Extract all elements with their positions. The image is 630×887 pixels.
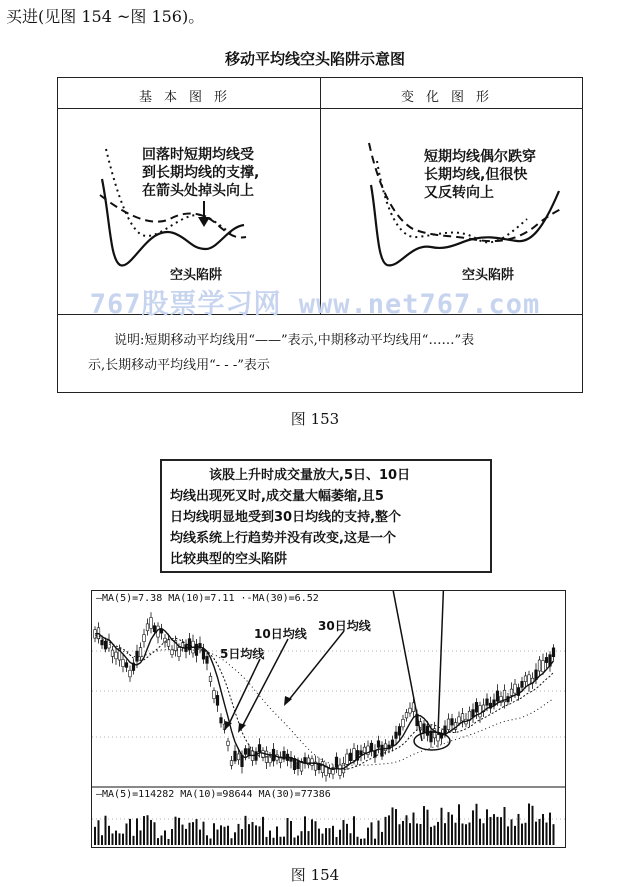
candle-body: [178, 647, 181, 656]
figure-153-caption: 图 153: [290, 410, 340, 428]
candle-body: [461, 714, 464, 721]
volume-bar: [262, 817, 264, 845]
figure-153-legend: [88, 328, 578, 378]
volume-bar: [290, 821, 292, 845]
figure-154-caption: 图 154: [290, 866, 340, 884]
volume-bar: [224, 827, 226, 845]
candle-body: [321, 762, 324, 773]
candle-body: [339, 765, 342, 775]
candle-body: [150, 618, 153, 629]
volume-bar: [227, 826, 229, 845]
candlesticks: [94, 612, 555, 781]
callout-line: 该股上升时成交量放大,5日、10日: [209, 468, 411, 483]
volume-bar: [402, 821, 404, 845]
volume-bar: [388, 815, 390, 845]
candle-body: [237, 754, 240, 760]
candle-body: [297, 762, 300, 769]
volume-bar: [528, 803, 530, 845]
candle-body: [423, 724, 426, 733]
candle-body: [479, 705, 482, 716]
volume-bar: [409, 823, 411, 845]
annotation-line: 回落时短期均线受: [142, 147, 254, 163]
volume-bar: [234, 832, 236, 845]
candle-body: [328, 769, 331, 774]
volume-bar: [353, 816, 355, 845]
volume-bar: [161, 836, 163, 845]
ma5-line: [95, 628, 554, 769]
candle-body: [409, 708, 412, 713]
candle-body: [335, 757, 338, 767]
candle-body: [402, 719, 405, 727]
callout-line: 比较典型的空头陷阱: [170, 552, 288, 567]
volume-bar: [178, 818, 180, 845]
volume-bar: [346, 824, 348, 845]
variant-pattern-annotation: [424, 148, 536, 202]
volume-bar: [343, 820, 345, 845]
candle-body: [426, 726, 429, 735]
volume-bar: [308, 831, 310, 845]
candle-body: [171, 650, 174, 655]
volume-bar: [126, 823, 128, 845]
candle-body: [398, 726, 401, 735]
candle-body: [524, 676, 527, 682]
volume-bar: [360, 839, 362, 845]
volume-bar: [553, 824, 555, 845]
volume-bar: [231, 838, 233, 845]
volume-bar: [105, 816, 107, 845]
volume-bar: [133, 836, 135, 845]
volume-bar: [304, 816, 306, 845]
volume-bar: [546, 823, 548, 845]
candle-body: [220, 718, 223, 723]
candle-body: [395, 732, 398, 738]
figure-154-callout: [160, 459, 492, 573]
volume-bar: [500, 817, 502, 845]
volume-bar: [241, 829, 243, 845]
variant-trap-label: 空头陷阱: [462, 268, 515, 283]
volume-bar: [511, 819, 513, 845]
volume-bar: [521, 824, 523, 845]
volume-bar: [437, 822, 439, 845]
candle-body: [370, 743, 373, 751]
volume-bar: [154, 822, 156, 845]
volume-bar: [150, 820, 152, 845]
volume-bar: [248, 824, 250, 845]
volume-bar: [280, 837, 282, 845]
volume-bar: [448, 812, 450, 845]
volume-bar: [465, 824, 467, 845]
volume-bar: [94, 827, 96, 845]
volume-bar: [430, 827, 432, 845]
candle-body: [391, 740, 394, 746]
candle-body: [139, 648, 142, 657]
candle-body: [374, 751, 377, 757]
candle-body: [545, 657, 548, 662]
volume-bar: [455, 823, 457, 845]
volume-bar: [206, 835, 208, 845]
candle-body: [552, 648, 555, 657]
volume-bar: [322, 834, 324, 845]
candle-body: [486, 699, 489, 705]
volume-bar: [213, 823, 215, 845]
candle-body: [230, 761, 233, 766]
volume-bar: [374, 839, 376, 845]
volume-bar: [525, 823, 527, 845]
volume-bar: [122, 834, 124, 845]
volume-bar: [490, 817, 492, 845]
candle-body: [363, 747, 366, 752]
volume-bar: [381, 832, 383, 845]
candle-body: [514, 684, 517, 693]
price-ma-legend: —MA(5)=7.38 MA(10)=7.11 ·-MA(30)=6.52: [96, 593, 319, 604]
volume-bar: [143, 816, 145, 845]
candle-body: [115, 652, 118, 659]
volume-bar: [504, 807, 506, 845]
annotation-line: 在箭头处掉头向上: [142, 183, 254, 199]
volume-bar: [315, 821, 317, 845]
volume-bar: [203, 822, 205, 845]
candle-body: [538, 660, 541, 671]
volume-bar: [301, 831, 303, 845]
volume-bar: [185, 829, 187, 845]
candle-body: [542, 661, 545, 672]
candle-body: [447, 719, 450, 730]
volume-bar: [311, 819, 313, 845]
candle-body: [496, 691, 499, 701]
volume-bar: [112, 833, 114, 845]
volume-bar: [108, 826, 110, 845]
volume-bar: [245, 816, 247, 845]
volume-bar: [434, 826, 436, 845]
stock-chart-frame: [91, 590, 566, 848]
candle-body: [122, 659, 125, 666]
annotation-line: 长期均线,但很快: [424, 167, 528, 183]
volume-bar: [497, 817, 499, 845]
volume-bar: [136, 818, 138, 845]
candle-body: [248, 749, 251, 756]
volume-bar: [416, 823, 418, 845]
candle-body: [244, 749, 247, 755]
volume-bar: [462, 824, 464, 845]
volume-bar: [192, 822, 194, 845]
candle-body: [360, 751, 363, 755]
candle-body: [234, 751, 237, 761]
volume-bar: [493, 814, 495, 845]
volume-bar: [483, 823, 485, 845]
volume-bars: [94, 803, 555, 845]
candle-body: [258, 745, 261, 752]
annotation-line: 短期均线偶尔跌穿: [424, 149, 536, 165]
callout-line: 均线系统上行趋势并没有改变,这是一个: [170, 531, 396, 546]
volume-bar: [171, 829, 173, 845]
volume-bar: [269, 831, 271, 845]
candle-body: [451, 719, 454, 725]
volume-bar: [514, 826, 516, 845]
volume-bar: [297, 836, 299, 845]
candle-body: [444, 726, 447, 734]
volume-bar: [339, 830, 341, 845]
volume-bar: [266, 837, 268, 845]
figure-153-title: 移动平均线空头陷阱示意图: [224, 50, 405, 68]
basic-pattern-annotation: [142, 146, 259, 200]
volume-bar: [164, 830, 166, 845]
callout-line: 日均线明显地受到30日均线的支持,整个: [170, 510, 402, 525]
volume-bar: [220, 825, 222, 845]
volume-bar: [441, 808, 443, 845]
volume-bar: [378, 820, 380, 845]
annotation-line: 到长期均线的支撑,: [142, 165, 260, 181]
volume-bar: [542, 814, 544, 845]
volume-bar: [507, 826, 509, 845]
volume-bar: [350, 833, 352, 845]
candle-body: [227, 741, 230, 745]
legend-line: 说明:短期移动平均线用“——”表示,中期移动平均线用“……”表: [114, 333, 475, 348]
volume-bar: [392, 807, 394, 845]
volume-bar: [115, 831, 117, 845]
candle-body: [381, 745, 384, 756]
volume-bar: [395, 809, 397, 845]
volume-bar: [252, 822, 254, 845]
volume-bar: [119, 833, 121, 845]
volume-bar: [182, 825, 184, 845]
volume-bar: [486, 809, 488, 845]
candle-body: [129, 670, 132, 677]
volume-bar: [318, 829, 320, 845]
volume-bar: [259, 826, 261, 845]
candle-body: [146, 624, 149, 631]
volume-bar: [140, 830, 142, 845]
candle-body: [311, 759, 314, 766]
right-column-header: 变化图形: [400, 90, 501, 105]
volume-bar: [399, 824, 401, 845]
volume-bar: [451, 815, 453, 845]
volume-bar: [255, 825, 257, 845]
volume-ma-legend: —MA(5)=114282 MA(10)=98644 MA(30)=77386: [96, 789, 331, 800]
callout-line: 均线出现死叉时,成交量大幅萎缩,且5: [170, 489, 384, 504]
volume-bar: [276, 826, 278, 845]
volume-bar: [101, 835, 103, 845]
candle-body: [377, 741, 380, 748]
volume-bar: [199, 830, 201, 845]
basic-trap-label: 空头陷阱: [170, 268, 223, 283]
candle-body: [209, 676, 212, 681]
annotation-line: 又反转向上: [424, 185, 494, 201]
candle-body: [111, 650, 114, 656]
volume-bar: [287, 818, 289, 845]
volume-bar: [413, 813, 415, 845]
volume-bar: [325, 828, 327, 845]
watermark-text: 767股票学习网 www.net767.com: [89, 289, 541, 320]
volume-bar: [168, 839, 170, 845]
candle-body: [475, 702, 478, 712]
volume-bar: [549, 813, 551, 845]
volume-bar: [371, 822, 373, 845]
candle-body: [143, 635, 146, 642]
intro-text: 买进(见图 154 ~图 156)。: [6, 7, 205, 26]
volume-bar: [539, 819, 541, 845]
candle-body: [153, 626, 156, 632]
candle-body: [195, 644, 198, 655]
volume-bar: [385, 817, 387, 845]
legend-line: 示,长期移动平均线用“- - -”表示: [88, 358, 270, 373]
volume-bar: [532, 806, 534, 845]
candle-body: [216, 695, 219, 705]
volume-bar: [238, 824, 240, 845]
volume-bar: [420, 824, 422, 845]
candle-body: [405, 713, 408, 718]
candle-body: [213, 691, 216, 699]
candle-body: [346, 754, 349, 764]
candle-body: [458, 717, 461, 723]
volume-bar: [98, 820, 100, 845]
volume-bar: [476, 804, 478, 845]
volume-bar: [336, 837, 338, 845]
volume-bar: [472, 810, 474, 845]
candle-body: [353, 749, 356, 761]
volume-bar: [427, 810, 429, 845]
volume-bar: [175, 817, 177, 845]
candle-body: [125, 663, 128, 668]
candle-body: [167, 640, 170, 646]
volume-bar: [283, 837, 285, 845]
volume-bar: [423, 806, 425, 845]
volume-bar: [329, 828, 331, 845]
volume-bar: [406, 815, 408, 845]
volume-bar: [364, 838, 366, 845]
volume-bar: [357, 837, 359, 845]
volume-bar: [458, 804, 460, 845]
ma30-label: 30日均线: [318, 619, 371, 633]
volume-bar: [367, 828, 369, 845]
candle-body: [206, 656, 209, 663]
ma10-label: 10日均线: [254, 627, 307, 641]
volume-bar: [535, 822, 537, 845]
candle-body: [510, 689, 513, 695]
volume-bar: [518, 814, 520, 845]
candle-body: [472, 710, 475, 717]
candle-body: [188, 639, 191, 650]
volume-bar: [294, 837, 296, 845]
volume-bar: [210, 838, 212, 845]
volume-bar: [444, 823, 446, 845]
volume-bar: [189, 823, 191, 845]
volume-bar: [129, 819, 131, 845]
candle-body: [528, 675, 531, 685]
candle-body: [384, 744, 387, 751]
volume-bar: [332, 826, 334, 845]
volume-bar: [157, 838, 159, 845]
left-column-header: 基本图形: [138, 90, 239, 105]
volume-bar: [196, 819, 198, 845]
candle-body: [437, 735, 440, 741]
candle-body: [349, 753, 352, 761]
volume-bar: [217, 830, 219, 845]
volume-bar: [469, 823, 471, 845]
candle-body: [521, 681, 524, 687]
volume-bar: [273, 838, 275, 845]
volume-bar: [479, 819, 481, 845]
volume-bar: [147, 815, 149, 845]
ma5-label: 5日均线: [220, 647, 265, 661]
